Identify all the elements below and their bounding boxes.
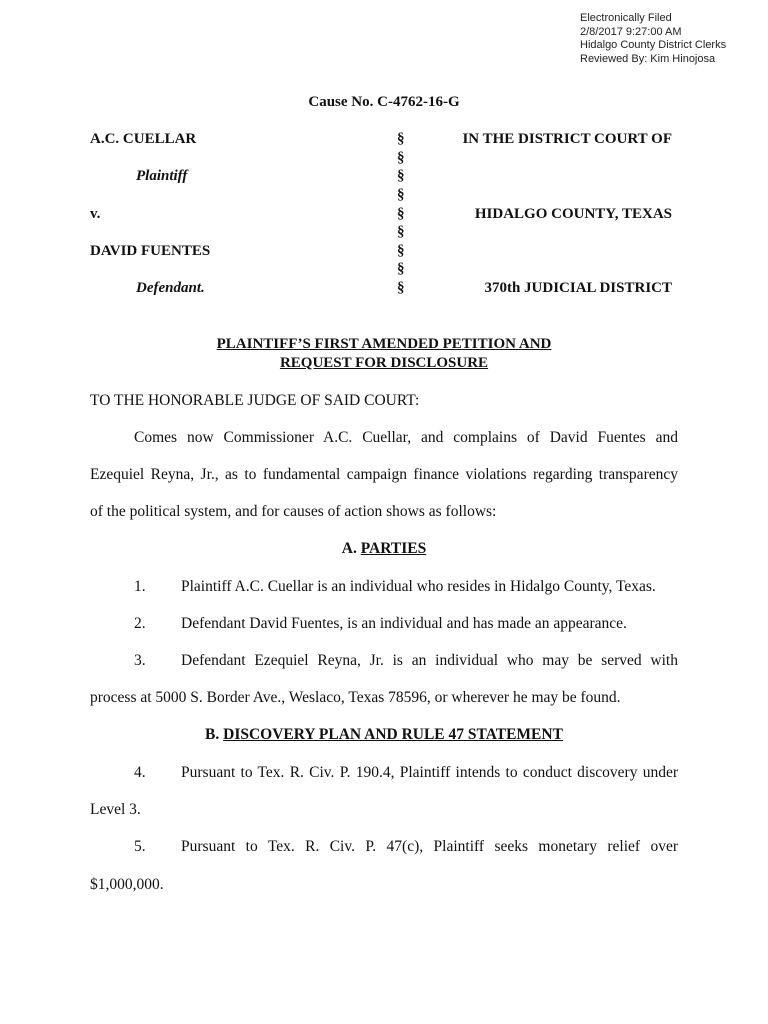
section-mark: § — [397, 224, 405, 240]
versus: v. — [90, 206, 101, 222]
section-mark: § — [397, 206, 405, 222]
court-line: HIDALGO COUNTY, TEXAS — [474, 206, 672, 222]
plaintiff-name: A.C. CUELLAR — [90, 131, 197, 147]
court-line: 370th JUDICIAL DISTRICT — [484, 280, 672, 296]
paragraph-number: 5. — [134, 838, 146, 855]
section-mark: § — [397, 187, 405, 203]
section-b-heading — [0, 726, 768, 744]
stamp-line: Hidalgo County District Clerks — [580, 39, 727, 51]
paragraph-text: Pursuant to Tex. R. Civ. P. 190.4, Plaintiff intends to conduct discovery under — [181, 764, 678, 781]
section-letter: A. — [341, 540, 357, 557]
paragraph-text: Defendant Ezequiel Reyna, Jr. is an individual who may be served with — [181, 652, 678, 669]
paragraph-text: Level 3. — [90, 801, 141, 818]
defendant-name: DAVID FUENTES — [90, 243, 211, 259]
paragraph-text: Plaintiff A.C. Cuellar is an individual who resides in Hidalgo County, Texas. — [181, 578, 656, 595]
paragraph-number: 3. — [134, 652, 146, 669]
stamp-line: Reviewed By: Kim Hinojosa — [580, 52, 716, 65]
paragraph-text: Pursuant to Tex. R. Civ. P. 47(c), Plaintiff seeks monetary relief over — [181, 838, 678, 855]
section-a-heading — [0, 540, 768, 558]
section-mark: § — [397, 168, 405, 184]
intro-line: Comes now Commissioner A.C. Cuellar, and complains of David Fuentes and — [134, 429, 678, 446]
section-mark: § — [397, 243, 405, 259]
section-mark: § — [397, 131, 405, 147]
filing-stamp — [580, 12, 726, 66]
section-mark: § — [397, 280, 405, 296]
stamp-line: Electronically Filed — [580, 12, 672, 24]
paragraph-text: Defendant David Fuentes, is an individual and has made an appearance. — [181, 615, 627, 632]
paragraph-number: 2. — [134, 615, 146, 632]
intro-line: Ezequiel Reyna, Jr., as to fundamental campaign finance violations regarding transparency — [90, 466, 678, 483]
paragraph-text: $1,000,000. — [90, 876, 164, 893]
court-line: IN THE DISTRICT COURT OF — [462, 131, 672, 147]
salutation: TO THE HONORABLE JUDGE OF SAID COURT: — [90, 392, 420, 409]
document-title: REQUEST FOR DISCLOSURE — [279, 355, 489, 371]
document-title: PLAINTIFF’S FIRST AMENDED PETITION AND — [216, 336, 552, 352]
cause-number: Cause No. C-4762-16-G — [308, 94, 460, 110]
section-mark: § — [397, 261, 405, 277]
paragraph-number: 1. — [134, 578, 146, 595]
stamp-line: 2/8/2017 9:27:00 AM — [580, 25, 682, 38]
section-title: PARTIES — [360, 540, 427, 557]
paragraph-number: 4. — [134, 764, 146, 781]
section-letter: B. — [205, 726, 220, 743]
section-title: DISCOVERY PLAN AND RULE 47 STATEMENT — [223, 726, 563, 743]
plaintiff-role: Plaintiff — [136, 168, 188, 184]
paragraph-text: process at 5000 S. Border Ave., Weslaco, Texas 78596, or wherever he may be found. — [90, 689, 621, 706]
intro-line: of the political system, and for causes of action shows as follows: — [90, 503, 497, 520]
section-mark: § — [397, 150, 405, 166]
defendant-role: Defendant. — [136, 280, 205, 296]
